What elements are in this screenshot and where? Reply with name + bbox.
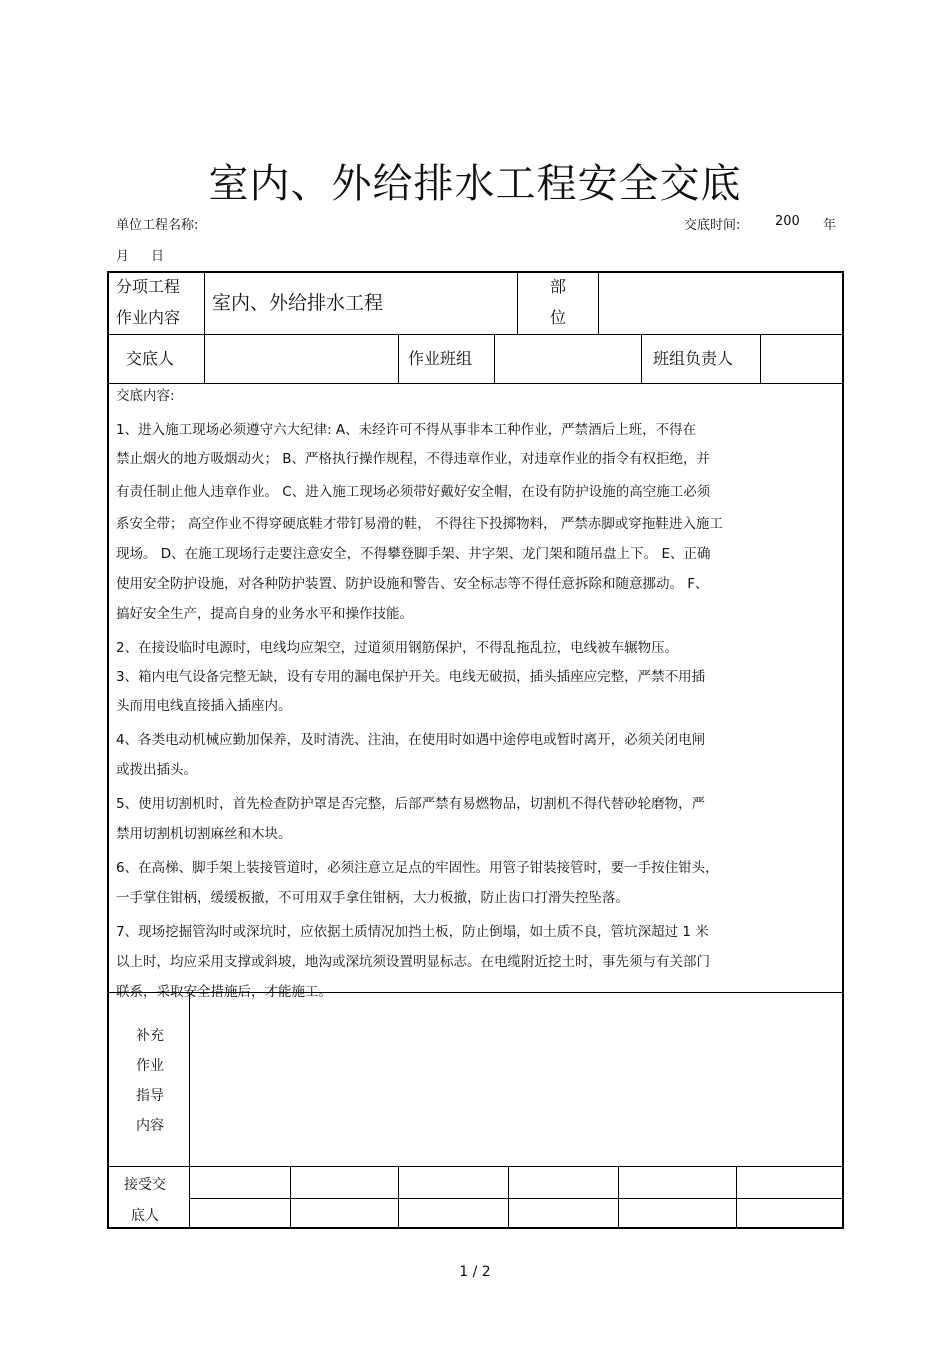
col-divider <box>290 1166 291 1229</box>
content-line: 头而用电线直接插入插座内。 <box>116 698 292 714</box>
supplement-label: 补充 <box>136 1028 164 1044</box>
content-line: 禁止烟火的地方吸烟动火； B、严格执行操作规程，不得违章作业，对违章作业的指令有权拒绝，并 <box>116 451 711 467</box>
year-unit: 年 <box>823 218 837 233</box>
col-divider <box>398 334 399 383</box>
col-divider <box>398 1166 399 1229</box>
row-divider <box>189 1198 844 1199</box>
receiver-label: 底人 <box>131 1208 159 1224</box>
content-line: 有责任制止他人违章作业。 C、进入施工现场必须带好戴好安全帽，在设有防护设施的高空施工必须 <box>116 484 711 500</box>
subitem-value: 室内、外给排水工程 <box>212 292 384 314</box>
col-divider <box>508 1166 509 1229</box>
team-label: 作业班组 <box>408 349 473 368</box>
subitem-label: 分项工程 <box>116 277 181 296</box>
col-divider <box>736 1166 737 1229</box>
content-line: 以上时，均应采用支撑或斜坡，地沟或深坑须设置明显标志。在电缆附近挖土时，事先须与有关部门 <box>116 954 710 970</box>
col-divider <box>598 271 599 334</box>
part-label: 位 <box>550 308 567 327</box>
content-line: 或拨出插头。 <box>116 762 197 778</box>
document-title: 室内、外给排水工程安全交底 <box>208 161 742 207</box>
content-line: 系安全带； 高空作业不得穿硬底鞋才带钉易滑的鞋， 不得往下投掷物料， 严禁赤脚或穿拖鞋进入施工 <box>116 516 723 532</box>
content-line: 禁用切割机切割麻丝和木块。 <box>116 826 292 842</box>
page-number: 1 / 2 <box>459 1264 491 1280</box>
month-unit: 月 <box>116 249 130 264</box>
subitem-label: 作业内容 <box>116 308 181 327</box>
team-leader-label: 班组负责人 <box>653 349 734 368</box>
content-line: 4、各类电动机械应勤加保养，及时清洗、注油，在使用时如遇中途停电或暂时离开，必须关闭电闸 <box>116 732 706 748</box>
receiver-label: 接受交 <box>124 1177 166 1193</box>
content-line: 2、在接设临时电源时，电线均应架空，过道须用钢筋保护，不得乱拖乱拉，电线被车辗物压。 <box>116 640 679 656</box>
content-line: 6、在高梯、脚手架上装接管道时，必须注意立足点的牢固性。用管子钳装接管时，要一手按住钳头， <box>116 860 719 876</box>
col-divider <box>204 271 205 383</box>
content-line: 使用安全防护设施，对各种防护装置、防护设施和警告、安全标志等不得任意拆除和随意挪动。 F、 <box>116 576 709 592</box>
supplement-label: 作业 <box>136 1058 164 1074</box>
row-divider <box>107 334 844 335</box>
content-line: 联系，采取安全措施后，才能施工。 <box>116 984 332 1000</box>
content-line: 现场。 D、在施工现场行走要注意安全，不得攀登脚手架、井字架、龙门架和随吊盘上下。 E、正确 <box>116 546 711 562</box>
content-line: 7、现场挖掘管沟时或深坑时，应依据土质情况加挡土板，防止倒塌，如土质不良，管坑深超过 1 米 <box>116 924 709 940</box>
col-divider <box>760 334 761 383</box>
content-heading: 交底内容: <box>116 388 175 404</box>
unit-project-label: 单位工程名称: <box>116 218 199 233</box>
disclosure-content <box>116 383 841 1007</box>
row-divider <box>107 1166 844 1167</box>
part-label: 部 <box>550 277 567 296</box>
discloser-label: 交底人 <box>126 349 175 368</box>
content-line: 1、进入施工现场必须遵守六大纪律: A、未经许可不得从事非本工种作业，严禁酒后上班，不得在 <box>116 422 697 438</box>
content-line: 3、箱内电气设备完整无缺，设有专用的漏电保护开关。电线无破损，插头插座应完整，严禁不用插 <box>116 669 706 685</box>
content-line: 搞好安全生产，提高自身的业务水平和操作技能。 <box>116 606 413 622</box>
year-value: 200 <box>775 214 800 229</box>
day-unit: 日 <box>151 249 165 264</box>
supplement-label: 内容 <box>136 1118 164 1134</box>
col-divider <box>618 1166 619 1229</box>
content-line: 5、使用切割机时，首先检查防护罩是否完整，后部严禁有易燃物品，切割机不得代替砂轮磨物，严 <box>116 796 706 812</box>
col-divider <box>189 992 190 1229</box>
content-line: 一手掌住钳柄，缓缓板撤，不可用双手拿住钳柄，大力板撤，防止齿口打滑失控坠落。 <box>116 890 629 906</box>
col-divider <box>517 271 518 334</box>
col-divider <box>641 334 642 383</box>
supplement-label: 指导 <box>136 1088 164 1104</box>
col-divider <box>494 334 495 383</box>
date-label: 交底时间: <box>684 218 741 233</box>
